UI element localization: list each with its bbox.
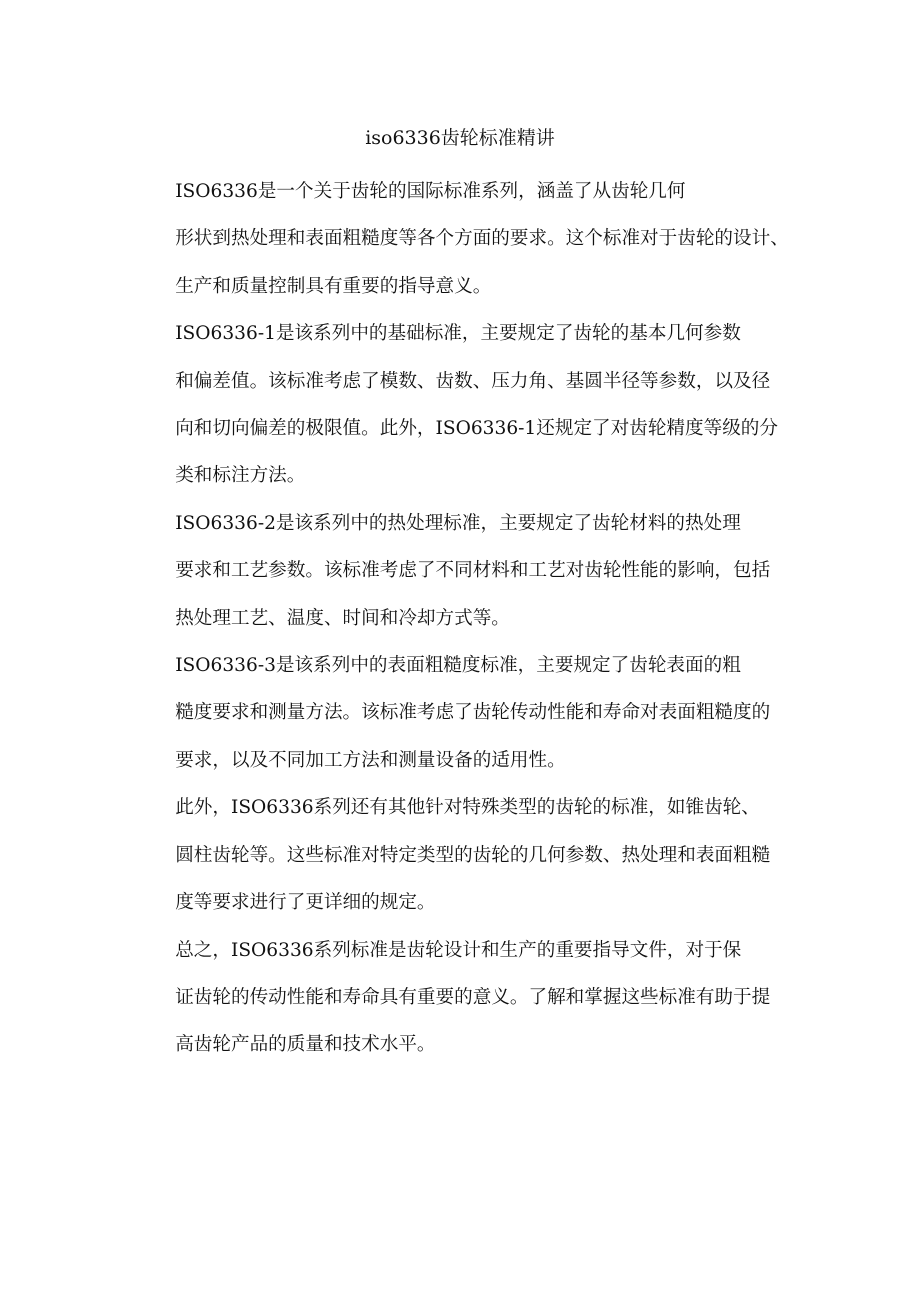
paragraph-line: 证齿轮的传动性能和寿命具有重要的意义。了解和掌握这些标准有助于提 <box>175 986 771 1008</box>
paragraph-part-3 <box>138 642 790 784</box>
paragraph-line: 圆柱齿轮等。这些标准对特定类型的齿轮的几何参数、热处理和表面粗糙 <box>175 844 771 866</box>
paragraph-line: 和偏差值。该标准考虑了模数、齿数、压力角、基圆半径等参数，以及径 <box>175 370 771 392</box>
paragraph-intro <box>138 168 790 310</box>
paragraph-line: ISO6336是一个关于齿轮的国际标准系列，涵盖了从齿轮几何 <box>175 181 686 202</box>
paragraph-part-2 <box>138 500 790 642</box>
paragraph-line: 要求和工艺参数。该标准考虑了不同材料和工艺对齿轮性能的影响，包括 <box>175 560 771 582</box>
paragraph-line: 度等要求进行了更详细的规定。 <box>175 892 436 914</box>
paragraph-line: 形状到热处理和表面粗糙度等各个方面的要求。这个标准对于齿轮的设计、 <box>175 228 789 250</box>
paragraph-line: ISO6336-2是该系列中的热处理标准，主要规定了齿轮材料的热处理 <box>175 512 741 534</box>
document-title: iso6336齿轮标准精讲 <box>365 127 555 149</box>
paragraph-line: 高齿轮产品的质量和技术水平。 <box>175 1034 436 1056</box>
paragraph-conclusion <box>138 927 790 1069</box>
paragraph-line: 糙度要求和测量方法。该标准考虑了齿轮传动性能和寿命对表面粗糙度的 <box>175 702 771 724</box>
paragraph-line: ISO6336-3是该系列中的表面粗糙度标准，主要规定了齿轮表面的粗 <box>175 655 741 677</box>
paragraph-line: 总之，ISO6336系列标准是齿轮设计和生产的重要指导文件，对于保 <box>175 939 742 961</box>
document-body <box>138 168 790 1069</box>
paragraph-line: 热处理工艺、温度、时间和冷却方式等。 <box>175 607 510 629</box>
paragraph-line: 类和标注方法。 <box>175 465 306 487</box>
paragraph-line: 要求，以及不同加工方法和测量设备的适用性。 <box>175 749 566 771</box>
paragraph-other-standards <box>138 784 790 926</box>
paragraph-part-1 <box>138 310 790 500</box>
paragraph-line: 向和切向偏差的极限值。此外，ISO6336-1还规定了对齿轮精度等级的分 <box>175 418 778 440</box>
paragraph-line: ISO6336-1是该系列中的基础标准，主要规定了齿轮的基本几何参数 <box>175 323 741 345</box>
paragraph-line: 生产和质量控制具有重要的指导意义。 <box>175 275 492 297</box>
paragraph-line: 此外，ISO6336系列还有其他针对特殊类型的齿轮的标准，如锥齿轮、 <box>175 797 760 819</box>
